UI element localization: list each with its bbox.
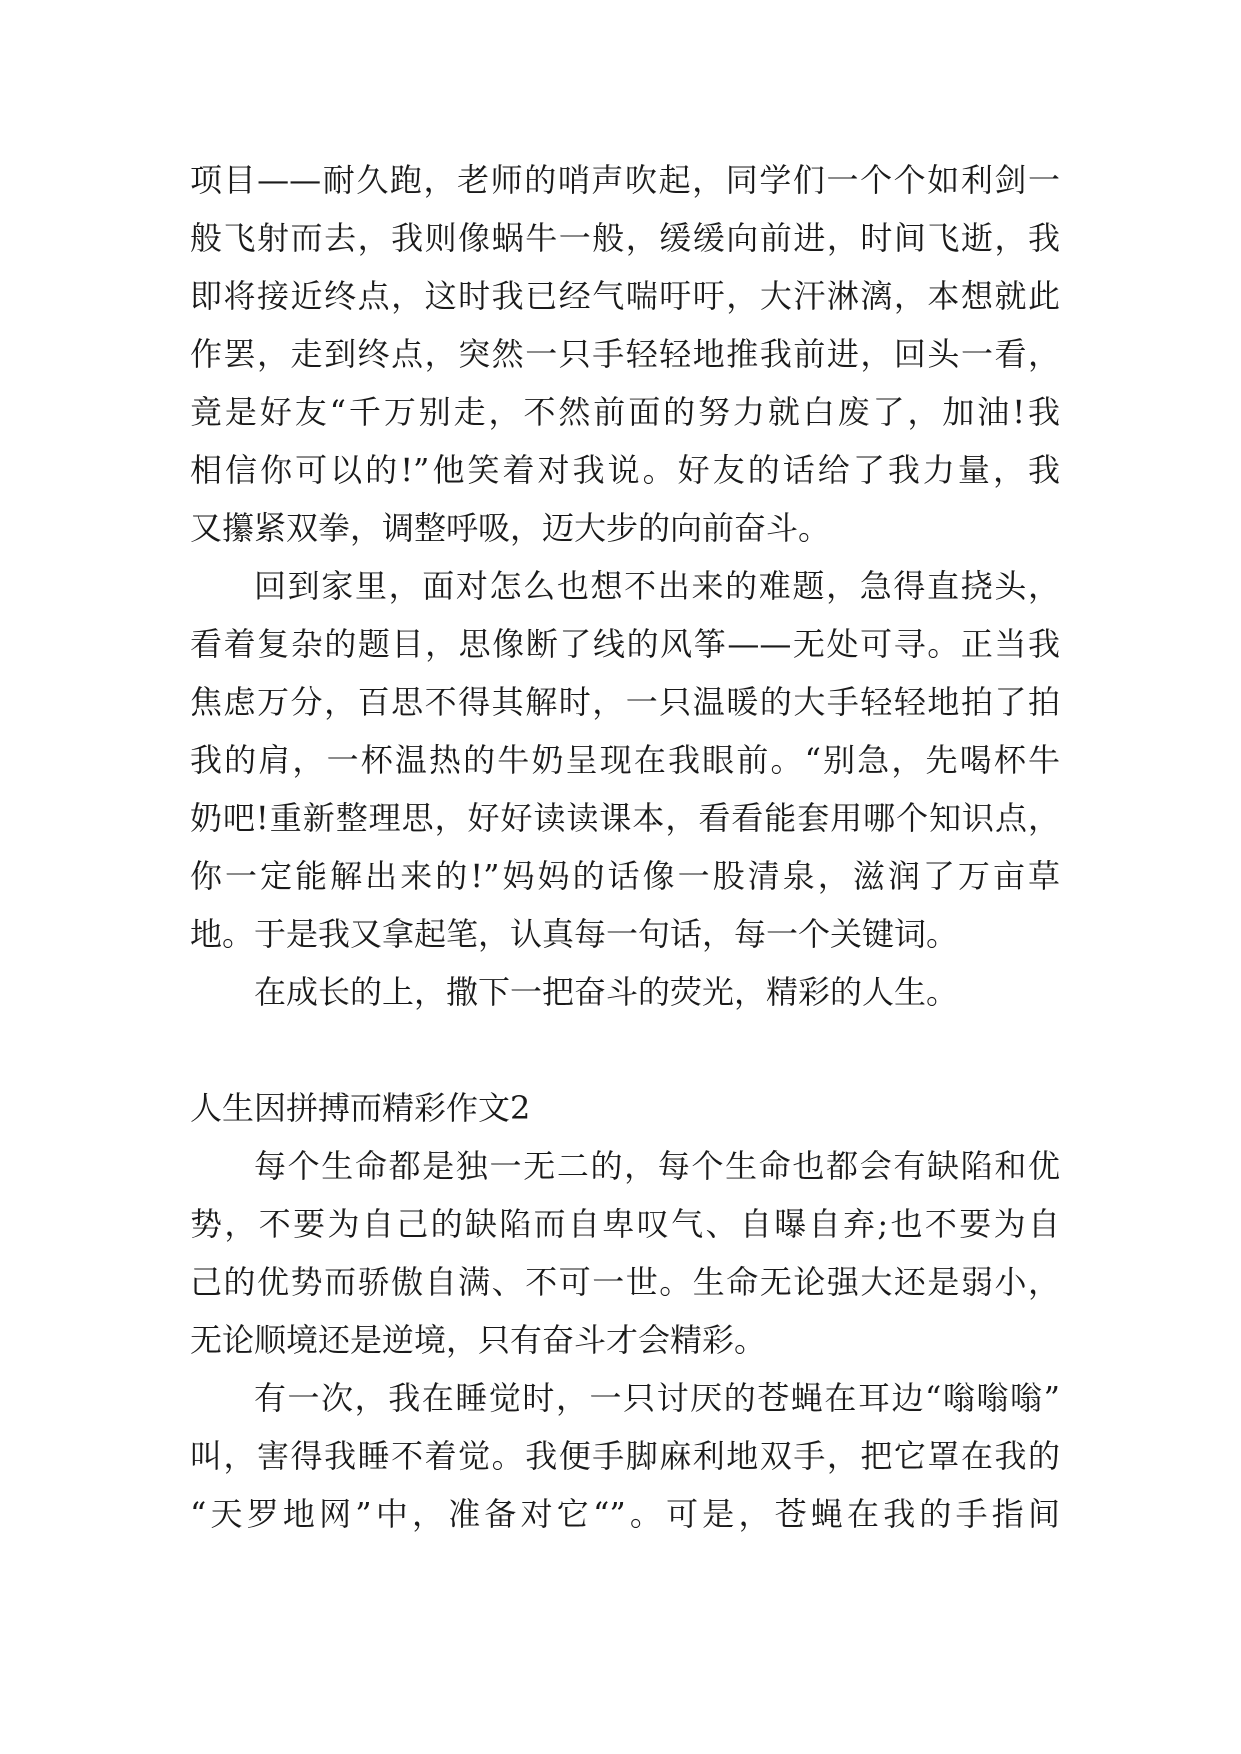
text-line: 己的优势而骄傲自满、不可一世。生命无论强大还是弱小， [190,1263,1060,1301]
article-title: 人生因拼搏而精彩作文2 [190,1089,531,1127]
text-line: 作罢，走到终点，突然一只手轻轻地推我前进，回头一看， [190,335,1060,373]
text-line: 无论顺境还是逆境，只有奋斗才会精彩。 [190,1321,767,1359]
text-line: 相信你可以的!”他笑着对我说。好友的话给了我力量，我 [190,451,1060,489]
text-line: 回到家里，面对怎么也想不出来的难题，急得直挠头， [254,567,1060,605]
text-line: 般飞射而去，我则像蜗牛一般，缓缓向前进，时间飞逝，我 [190,219,1060,257]
text-line: 看着复杂的题目，思像断了线的风筝——无处可寻。正当我 [190,625,1060,663]
text-line: 奶吧!重新整理思，好好读读课本，看看能套用哪个知识点， [190,799,1060,837]
text-line: 有一次，我在睡觉时，一只讨厌的苍蝇在耳边“嗡嗡嗡” [254,1379,1060,1417]
text-line: 势，不要为自己的缺陷而自卑叹气、自曝自弃;也不要为自 [190,1205,1060,1243]
text-line: 焦虑万分，百思不得其解时，一只温暖的大手轻轻地拍了拍 [190,683,1060,721]
text-line: 即将接近终点，这时我已经气喘吁吁，大汗淋漓，本想就此 [190,277,1060,315]
text-line: 又攥紧双拳，调整呼吸，迈大步的向前奋斗。 [190,509,831,547]
text-line: 我的肩，一杯温热的牛奶呈现在我眼前。“别急，先喝杯牛 [190,741,1060,779]
text-line: 地。于是我又拿起笔，认真每一句话，每一个关键词。 [190,915,959,953]
text-line: 你一定能解出来的!”妈妈的话像一股清泉，滋润了万亩草 [190,857,1060,895]
text-line: 竟是好友“千万别走，不然前面的努力就白废了，加油!我 [190,393,1060,431]
text-line: 叫，害得我睡不着觉。我便手脚麻利地双手，把它罩在我的 [190,1437,1060,1475]
text-line: 在成长的上，撒下一把奋斗的荧光，精彩的人生。 [254,973,959,1011]
text-line: “天罗地网”中，准备对它“”。可是，苍蝇在我的手指间 [190,1495,1060,1533]
text-line: 项目——耐久跑，老师的哨声吹起，同学们一个个如利剑一 [190,161,1060,199]
text-line: 每个生命都是独一无二的，每个生命也都会有缺陷和优 [254,1147,1060,1185]
